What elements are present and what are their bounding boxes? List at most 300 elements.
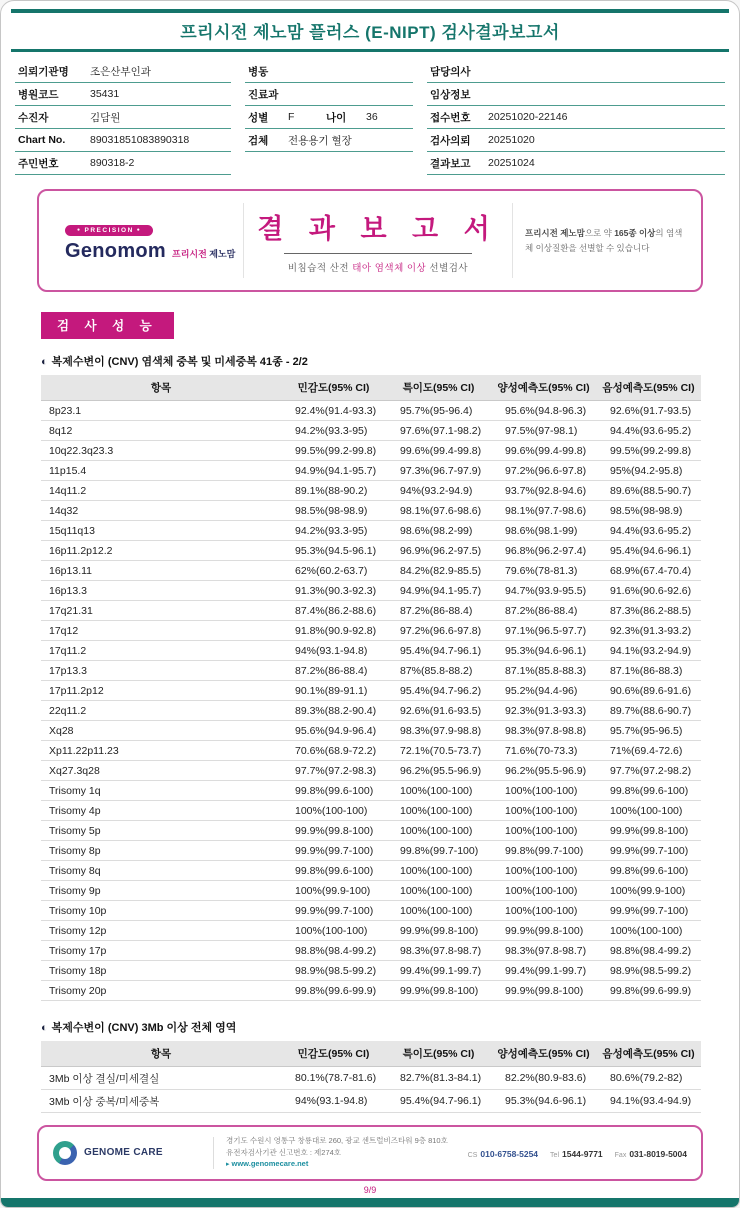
item-cell: Trisomy 5p	[41, 821, 281, 841]
item-cell: 14q11.2	[41, 481, 281, 501]
field-department	[245, 83, 413, 106]
cnv41-table-body	[41, 401, 701, 1001]
value-cell: 72.1%(70.5-73.7)	[386, 741, 491, 761]
field-label: 진료과	[248, 88, 279, 101]
value-cell: 100%(100-100)	[596, 921, 701, 941]
subtitle-part: 선별검사	[426, 263, 469, 274]
value-cell: 97.2%(96.6-97.8)	[491, 461, 596, 481]
field-label: 담당의사	[430, 65, 471, 78]
value-cell: 98.6%(98.1-99)	[491, 521, 596, 541]
value-cell: 100%(100-100)	[491, 781, 596, 801]
precision-badge-label: PRECISION	[84, 226, 134, 234]
report-title-band	[11, 9, 729, 52]
value-cell: 96.8%(96.2-97.4)	[491, 541, 596, 561]
field-ward	[245, 60, 413, 83]
col-specificity: 특이도(95% CI)	[386, 375, 491, 401]
value-cell: 99.6%(99.4-99.8)	[386, 441, 491, 461]
item-cell: Trisomy 8p	[41, 841, 281, 861]
value-cell: 98.9%(98.5-99.2)	[281, 961, 386, 981]
page-title: 프리시전 제노맘 플러스 (E-NIPT) 검사결과보고서	[180, 23, 560, 42]
item-cell: Trisomy 9p	[41, 881, 281, 901]
value-cell: 87.3%(86.2-88.5)	[596, 601, 701, 621]
contact-fax	[615, 1144, 687, 1162]
value-cell: 94%(93.1-94.8)	[281, 1090, 386, 1113]
field-label: Chart No.	[18, 134, 66, 146]
field-label: 성별	[248, 111, 269, 124]
value-cell: 99.9%(99.7-100)	[281, 901, 386, 921]
value-cell: 99.9%(99.7-100)	[281, 841, 386, 861]
value-cell: 79.6%(78-81.3)	[491, 561, 596, 581]
note-text: 의 염색체 이상질환을 선별할 수 있습니다	[525, 228, 683, 253]
item-cell: 8p23.1	[41, 401, 281, 421]
table-row	[41, 541, 701, 561]
value-cell: 98.8%(98.4-99.2)	[596, 941, 701, 961]
report-box-title: 결 과 보 고 서	[257, 214, 499, 244]
value-cell: 89.3%(88.2-90.4)	[281, 701, 386, 721]
table-row	[41, 741, 701, 761]
tel-label: Tel	[550, 1151, 559, 1159]
value-cell: 92.6%(91.7-93.5)	[596, 401, 701, 421]
table-row	[41, 801, 701, 821]
fax-number: 031-8019-5004	[629, 1148, 687, 1159]
genomecare-logo-icon	[53, 1141, 77, 1165]
value-cell: 99.8%(99.7-100)	[491, 841, 596, 861]
footer-website-line	[226, 1158, 456, 1171]
tel-number: 1544-9771	[562, 1148, 603, 1159]
value-cell: 99.4%(99.1-99.7)	[386, 961, 491, 981]
value-cell: 95.6%(94.9-96.4)	[281, 721, 386, 741]
value-cell: 80.1%(78.7-81.6)	[281, 1067, 386, 1090]
value-cell: 82.2%(80.9-83.6)	[491, 1067, 596, 1090]
field-specimen	[245, 129, 413, 152]
value-cell: 89.7%(88.6-90.7)	[596, 701, 701, 721]
item-cell: Trisomy 1q	[41, 781, 281, 801]
fax-label: Fax	[614, 1151, 627, 1159]
value-cell: 100%(100-100)	[281, 921, 386, 941]
section-title: 검 사 성 능	[41, 312, 174, 339]
value-cell: 98.3%(97.9-98.8)	[386, 721, 491, 741]
table-row	[41, 681, 701, 701]
value-cell: 71%(69.4-72.6)	[596, 741, 701, 761]
value-cell: 80.6%(79.2-82)	[596, 1067, 701, 1090]
item-cell: 17p11.2p12	[41, 681, 281, 701]
footer-address-block	[226, 1135, 456, 1171]
item-cell: 10q22.3q23.3	[41, 441, 281, 461]
genomom-logo	[55, 219, 243, 263]
value-cell: 95.7%(95-96.5)	[596, 721, 701, 741]
item-cell: Trisomy 10p	[41, 901, 281, 921]
value-cell: 90.6%(89.6-91.6)	[596, 681, 701, 701]
value-cell: 96.2%(95.5-96.9)	[491, 761, 596, 781]
table-row	[41, 721, 701, 741]
value-cell: 94.2%(93.3-95)	[281, 521, 386, 541]
value-cell: 95.6%(94.8-96.3)	[491, 401, 596, 421]
col-specificity: 특이도(95% CI)	[386, 1041, 491, 1067]
item-cell: Trisomy 12p	[41, 921, 281, 941]
item-cell: Trisomy 20p	[41, 981, 281, 1001]
value-cell: 98.9%(98.5-99.2)	[596, 961, 701, 981]
brand-korean	[172, 247, 235, 260]
value-cell: 100%(100-100)	[491, 901, 596, 921]
value-cell: 62%(60.2-63.7)	[281, 561, 386, 581]
footer-divider	[213, 1137, 214, 1169]
value-cell: 87.2%(86-88.4)	[281, 661, 386, 681]
table2-caption	[41, 1019, 699, 1035]
table1-caption	[41, 353, 699, 369]
table-row	[41, 861, 701, 881]
field-value: 35431	[90, 88, 120, 100]
cnv41-performance-table	[41, 375, 701, 1001]
value-cell: 99.8%(99.6-100)	[281, 861, 386, 881]
table-row	[41, 441, 701, 461]
value-cell: 99.9%(99.7-100)	[596, 901, 701, 921]
table-row	[41, 521, 701, 541]
value-cell: 99.8%(99.6-100)	[281, 781, 386, 801]
value-cell: 98.8%(98.4-99.2)	[281, 941, 386, 961]
value-cell: 91.8%(90.9-92.8)	[281, 621, 386, 641]
field-value: 36	[366, 111, 378, 123]
item-cell: Trisomy 18p	[41, 961, 281, 981]
field-sex-age	[245, 106, 413, 129]
field-clinical-info	[427, 83, 725, 106]
table-row	[41, 941, 701, 961]
value-cell: 97.6%(97.1-98.2)	[386, 421, 491, 441]
value-cell: 100%(100-100)	[281, 801, 386, 821]
value-cell: 99.9%(99.8-100)	[386, 981, 491, 1001]
value-cell: 100%(99.9-100)	[281, 881, 386, 901]
value-cell: 99.9%(99.8-100)	[491, 921, 596, 941]
field-label: 나이	[326, 111, 347, 124]
table-row	[41, 821, 701, 841]
value-cell: 99.5%(99.2-99.8)	[596, 441, 701, 461]
section-performance	[41, 312, 699, 339]
contact-tel	[550, 1144, 603, 1162]
value-cell: 97.1%(96.5-97.7)	[491, 621, 596, 641]
value-cell: 97.5%(97-98.1)	[491, 421, 596, 441]
value-cell: 99.9%(99.7-100)	[596, 841, 701, 861]
patient-info-right	[427, 60, 725, 175]
value-cell: 100%(100-100)	[386, 881, 491, 901]
value-cell: 92.3%(91.3-93.2)	[596, 621, 701, 641]
value-cell: 70.6%(68.9-72.2)	[281, 741, 386, 761]
col-npv: 음성예측도(95% CI)	[596, 375, 701, 401]
item-cell: Xp11.22p11.23	[41, 741, 281, 761]
value-cell: 97.7%(97.2-98.3)	[281, 761, 386, 781]
table-row	[41, 401, 701, 421]
field-label: 주민번호	[18, 157, 59, 170]
result-header-box	[37, 189, 703, 292]
half-circle-icon: ◐	[41, 356, 48, 368]
field-value: 20251024	[488, 157, 535, 169]
table-row	[41, 641, 701, 661]
table-row	[41, 881, 701, 901]
item-cell: 17p13.3	[41, 661, 281, 681]
value-cell: 100%(99.9-100)	[596, 881, 701, 901]
value-cell: 99.9%(99.8-100)	[491, 981, 596, 1001]
field-value: 89031851083890318	[90, 134, 190, 146]
value-cell: 100%(100-100)	[386, 821, 491, 841]
field-value: 20251020-22146	[488, 111, 568, 123]
value-cell: 84.2%(82.9-85.5)	[386, 561, 491, 581]
field-report-date	[427, 152, 725, 175]
field-label: 접수번호	[430, 111, 471, 124]
field-chart-no	[15, 129, 231, 152]
website-link[interactable]: www.genomecare.net	[231, 1159, 309, 1169]
value-cell: 87.2%(86-88.4)	[491, 601, 596, 621]
table-row	[41, 841, 701, 861]
value-cell: 99.8%(99.6-99.9)	[281, 981, 386, 1001]
value-cell: 95.4%(94.7-96.2)	[386, 681, 491, 701]
value-cell: 94.9%(94.1-95.7)	[386, 581, 491, 601]
field-label: 의뢰기관명	[18, 65, 69, 78]
value-cell: 87.4%(86.2-88.6)	[281, 601, 386, 621]
cnv3mb-performance-table	[41, 1041, 701, 1113]
value-cell: 96.9%(96.2-97.5)	[386, 541, 491, 561]
value-cell: 89.6%(88.5-90.7)	[596, 481, 701, 501]
genomecare-brand: GENOME CARE	[84, 1147, 163, 1159]
value-cell: 98.3%(97.8-98.7)	[491, 941, 596, 961]
field-label: 결과보고	[430, 157, 471, 170]
item-cell: 22q11.2	[41, 701, 281, 721]
table-header-row	[41, 375, 701, 401]
note-highlight: 165종 이상	[614, 228, 656, 239]
field-request-date	[427, 129, 725, 152]
item-cell: 17q11.2	[41, 641, 281, 661]
item-cell: 17q21.31	[41, 601, 281, 621]
value-cell: 92.3%(91.3-93.3)	[491, 701, 596, 721]
item-cell: Trisomy 4p	[41, 801, 281, 821]
field-value: 조은산부인과	[90, 65, 151, 78]
table-row	[41, 981, 701, 1001]
col-ppv: 양성예측도(95% CI)	[491, 375, 596, 401]
value-cell: 100%(100-100)	[596, 801, 701, 821]
table-row	[41, 601, 701, 621]
table-row	[41, 921, 701, 941]
field-value: 20251020	[488, 134, 535, 146]
value-cell: 99.6%(99.4-99.8)	[491, 441, 596, 461]
table-row	[41, 561, 701, 581]
value-cell: 97.2%(96.6-97.8)	[386, 621, 491, 641]
item-cell: 16p13.11	[41, 561, 281, 581]
value-cell: 98.5%(98-98.9)	[281, 501, 386, 521]
value-cell: 98.1%(97.7-98.6)	[491, 501, 596, 521]
note-brand: 프리시전 제노맘	[525, 228, 585, 239]
half-circle-icon: ◐	[41, 1022, 48, 1034]
footer-contacts	[468, 1144, 687, 1162]
table-row	[41, 761, 701, 781]
field-hospital-code	[15, 83, 231, 106]
field-value: 890318-2	[90, 157, 135, 169]
value-cell: 94.7%(93.9-95.5)	[491, 581, 596, 601]
table-row	[41, 781, 701, 801]
field-requesting-org	[15, 60, 231, 83]
item-cell: Xq27.3q28	[41, 761, 281, 781]
brand-line	[65, 240, 243, 263]
value-cell: 87.2%(86-88.4)	[386, 601, 491, 621]
arrow-icon: ▸	[226, 1161, 230, 1169]
value-cell: 93.7%(92.8-94.6)	[491, 481, 596, 501]
value-cell: 87.1%(86-88.3)	[596, 661, 701, 681]
value-cell: 100%(100-100)	[386, 781, 491, 801]
value-cell: 94.2%(93.3-95)	[281, 421, 386, 441]
table-row	[41, 461, 701, 481]
item-cell: 3Mb 이상 결실/미세결실	[41, 1067, 281, 1090]
value-cell: 99.8%(99.6-100)	[596, 781, 701, 801]
subtitle-highlight: 태아 염색체 이상	[352, 263, 427, 274]
patient-info-left	[15, 60, 231, 175]
value-cell: 98.3%(97.8-98.8)	[491, 721, 596, 741]
table-row	[41, 1067, 701, 1090]
col-item: 항목	[41, 375, 281, 401]
col-sensitivity: 민감도(95% CI)	[281, 1041, 386, 1067]
value-cell: 91.6%(90.6-92.6)	[596, 581, 701, 601]
field-doctor	[427, 60, 725, 83]
value-cell: 100%(100-100)	[491, 821, 596, 841]
value-cell: 94.1%(93.2-94.9)	[596, 641, 701, 661]
subtitle-part: 비침습적 산전	[287, 263, 353, 274]
cnv3mb-table-body	[41, 1067, 701, 1113]
value-cell: 97.3%(96.7-97.9)	[386, 461, 491, 481]
bottom-teal-bar	[1, 1198, 739, 1207]
field-label: 임상정보	[430, 88, 471, 101]
value-cell: 94.1%(93.4-94.9)	[596, 1090, 701, 1113]
precision-badge	[65, 225, 153, 236]
table-row	[41, 701, 701, 721]
brand-kr-precision: 프리시전	[172, 248, 207, 259]
field-label: 수진자	[18, 111, 49, 124]
value-cell: 68.9%(67.4-70.4)	[596, 561, 701, 581]
value-cell: 94.4%(93.6-95.2)	[596, 421, 701, 441]
table-header-row	[41, 1041, 701, 1067]
value-cell: 99.4%(99.1-99.7)	[491, 961, 596, 981]
item-cell: 11p15.4	[41, 461, 281, 481]
value-cell: 87%(85.8-88.2)	[386, 661, 491, 681]
value-cell: 92.6%(91.6-93.5)	[386, 701, 491, 721]
value-cell: 100%(100-100)	[491, 881, 596, 901]
table-row	[41, 961, 701, 981]
col-ppv: 양성예측도(95% CI)	[491, 1041, 596, 1067]
value-cell: 71.6%(70-73.3)	[491, 741, 596, 761]
item-cell: 15q11q13	[41, 521, 281, 541]
field-label: 검사의뢰	[430, 134, 471, 147]
brand-kr-genomom: 제노맘	[209, 248, 236, 259]
note-text: 으로 약	[584, 228, 615, 239]
col-npv: 음성예측도(95% CI)	[596, 1041, 701, 1067]
value-cell: 99.9%(99.8-100)	[281, 821, 386, 841]
item-cell: Xq28	[41, 721, 281, 741]
cs-label: CS	[467, 1151, 478, 1159]
value-cell: 98.3%(97.8-98.7)	[386, 941, 491, 961]
table-row	[41, 581, 701, 601]
item-cell: 16p13.3	[41, 581, 281, 601]
value-cell: 99.9%(99.8-100)	[386, 921, 491, 941]
value-cell: 95.4%(94.6-96.1)	[596, 541, 701, 561]
value-cell: 100%(100-100)	[491, 801, 596, 821]
value-cell: 89.1%(88-90.2)	[281, 481, 386, 501]
value-cell: 95.3%(94.6-96.1)	[491, 641, 596, 661]
table-row	[41, 661, 701, 681]
field-label: 병원코드	[18, 88, 59, 101]
report-box-center	[243, 203, 513, 278]
contact-cs	[468, 1144, 538, 1162]
cs-number: 010-6758-5254	[480, 1148, 539, 1159]
field-resident-no	[15, 152, 231, 175]
value-cell: 98.1%(97.6-98.6)	[386, 501, 491, 521]
item-cell: Trisomy 8q	[41, 861, 281, 881]
value-cell: 87.1%(85.8-88.3)	[491, 661, 596, 681]
value-cell: 100%(100-100)	[386, 861, 491, 881]
value-cell: 82.7%(81.3-84.1)	[386, 1067, 491, 1090]
item-cell: 3Mb 이상 중복/미세중복	[41, 1090, 281, 1113]
value-cell: 100%(100-100)	[491, 861, 596, 881]
field-receipt-no	[427, 106, 725, 129]
value-cell: 95.2%(94.4-96)	[491, 681, 596, 701]
report-box-subtitle	[284, 253, 472, 274]
table-row	[41, 901, 701, 921]
value-cell: 94%(93.2-94.9)	[386, 481, 491, 501]
value-cell: 96.2%(95.5-96.9)	[386, 761, 491, 781]
value-cell: 98.6%(98.2-99)	[386, 521, 491, 541]
field-value: 김담원	[90, 111, 121, 124]
value-cell: 95.7%(95-96.4)	[386, 401, 491, 421]
brand-genomom: Genomom	[65, 239, 166, 262]
item-cell: 14q32	[41, 501, 281, 521]
value-cell: 99.8%(99.7-100)	[386, 841, 491, 861]
footer-address: 경기도 수원시 영통구 창룡대로 260, 광교 센트럴비즈타워 9층 810호	[226, 1135, 448, 1145]
value-cell: 100%(100-100)	[386, 901, 491, 921]
table-row	[41, 481, 701, 501]
item-cell: 16p11.2p12.2	[41, 541, 281, 561]
col-item: 항목	[41, 1041, 281, 1067]
value-cell: 97.7%(97.2-98.2)	[596, 761, 701, 781]
value-cell: 95%(94.2-95.8)	[596, 461, 701, 481]
page-number: 9/9	[363, 1185, 377, 1195]
field-patient-name	[15, 106, 231, 129]
footer-license: 유전자검사기관 신고번호 : 제274호	[226, 1147, 342, 1157]
item-cell: 17q12	[41, 621, 281, 641]
field-value: 전용용기 혈장	[288, 134, 352, 147]
table-row	[41, 1090, 701, 1113]
value-cell: 91.3%(90.3-92.3)	[281, 581, 386, 601]
field-label: 병동	[248, 65, 269, 78]
value-cell: 99.8%(99.6-99.9)	[596, 981, 701, 1001]
patient-info	[15, 60, 725, 175]
value-cell: 92.4%(91.4-93.3)	[281, 401, 386, 421]
value-cell: 95.3%(94.6-96.1)	[491, 1090, 596, 1113]
value-cell: 94.4%(93.6-95.2)	[596, 521, 701, 541]
value-cell: 94%(93.1-94.8)	[281, 641, 386, 661]
value-cell: 95.3%(94.5-96.1)	[281, 541, 386, 561]
value-cell: 95.4%(94.7-96.1)	[386, 641, 491, 661]
value-cell: 100%(100-100)	[386, 801, 491, 821]
value-cell: 99.9%(99.8-100)	[596, 821, 701, 841]
report-box-note	[513, 226, 685, 255]
footer	[37, 1125, 703, 1181]
value-cell: 94.9%(94.1-95.7)	[281, 461, 386, 481]
field-label: 검체	[248, 134, 269, 147]
value-cell: 99.5%(99.2-99.8)	[281, 441, 386, 461]
value-cell: 99.8%(99.6-100)	[596, 861, 701, 881]
patient-info-middle	[245, 60, 413, 175]
item-cell: Trisomy 17p	[41, 941, 281, 961]
table-row	[41, 621, 701, 641]
value-cell: 95.4%(94.7-96.1)	[386, 1090, 491, 1113]
table2-caption-text: 복제수변이 (CNV) 3Mb 이상 전체 영역	[51, 1022, 237, 1034]
table-row	[41, 421, 701, 441]
field-value: F	[288, 111, 295, 123]
col-sensitivity: 민감도(95% CI)	[281, 375, 386, 401]
item-cell: 8q12	[41, 421, 281, 441]
